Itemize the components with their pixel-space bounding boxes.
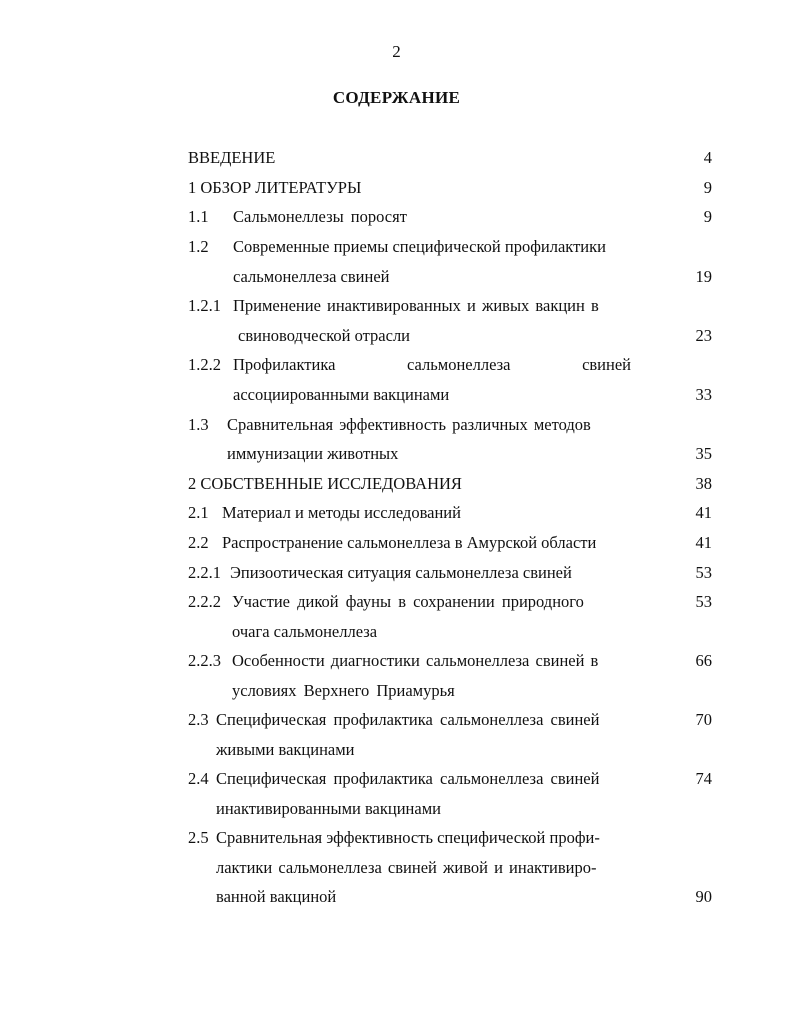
toc-entry-2-5-line3: ванной вакциной [216, 887, 337, 906]
toc-number-1-2-1: 1.2.1 [188, 296, 221, 315]
toc-page-2-4: 74 [695, 769, 712, 788]
toc-number-2-2: 2.2 [188, 533, 209, 552]
toc-word: сальмонеллеза [407, 355, 511, 374]
toc-number-1-3: 1.3 [188, 415, 209, 434]
toc-number-2-2-3: 2.2.3 [188, 651, 221, 670]
toc-page-1-1: 9 [703, 207, 712, 226]
toc-word: Профилактика [233, 355, 336, 374]
toc-entry-2-4-line1: Специфическая профилактика сальмонеллеза свиней [216, 769, 600, 788]
toc-entry-1-2-2-line2: ассоциированными вакцинами [233, 385, 450, 404]
toc-number-2-2-1: 2.2.1 [188, 563, 221, 582]
toc-entry-2-3-line2: живыми вакцинами [216, 740, 355, 759]
toc-entry-1-2-1-line2: свиноводческой отрасли [238, 326, 411, 345]
toc-entry-2-2-2-line1: Участие дикой фауны в сохранении природного [232, 592, 584, 611]
toc-number-1-1: 1.1 [188, 207, 209, 226]
toc-entry-2-2-3-line1: Особенности диагностики сальмонеллеза свиней в [232, 651, 599, 670]
toc-entry-1-2-1-line1: Применение инактивированных и живых вакцин в [233, 296, 599, 315]
toc-number-1-2: 1.2 [188, 237, 209, 256]
toc-entry-1-1: Сальмонеллезы поросят [233, 207, 407, 226]
toc-number-2-3: 2.3 [188, 710, 209, 729]
toc-page-2-2: 41 [695, 533, 712, 552]
toc-text: СОБСТВЕННЫЕ ИССЛЕДОВАНИЯ [200, 474, 462, 493]
toc-entry-2-2: Распространение сальмонеллеза в Амурской области [222, 533, 597, 552]
toc-number-2-2-2: 2.2.2 [188, 592, 221, 611]
page-number: 2 [392, 42, 401, 61]
toc-entry-1-3-line2: иммунизации животных [227, 444, 399, 463]
toc-entry-2-5-line2: лактики сальмонеллеза свиней живой и инактивиро- [216, 858, 597, 877]
toc-page-1: 9 [703, 178, 712, 197]
toc-word: свиней [582, 355, 631, 374]
toc-number: 2 [188, 474, 197, 493]
toc-page-1-3: 35 [695, 444, 712, 463]
toc-number: 1 [188, 178, 197, 197]
toc-entry-1 [188, 178, 361, 198]
toc-entry-2-3-line1: Специфическая профилактика сальмонеллеза свиней [216, 710, 600, 729]
toc-page-introduction: 4 [703, 148, 712, 167]
toc-entry-2-2-3-line2: условиях Верхнего Приамурья [232, 681, 455, 700]
toc-entry-1-2-line1: Современные приемы специфической профилактики [233, 237, 606, 256]
toc-page-2-2-1: 53 [695, 563, 712, 582]
toc-title: СОДЕРЖАНИЕ [332, 88, 461, 107]
toc-entry-2-4-line2: инактивированными вакцинами [216, 799, 441, 818]
toc-entry-2 [188, 474, 462, 494]
toc-entry-introduction: ВВЕДЕНИЕ [188, 148, 276, 167]
toc-number-2-1: 2.1 [188, 503, 209, 522]
toc-page-2-2-2: 53 [695, 592, 712, 611]
toc-page-2-1: 41 [695, 503, 712, 522]
toc-entry-1-2-2-line1 [233, 355, 631, 375]
toc-page-2: 38 [695, 474, 712, 493]
toc-number-2-4: 2.4 [188, 769, 209, 788]
toc-page-1-2-1: 23 [695, 326, 712, 345]
toc-entry-2-1: Материал и методы исследований [222, 503, 461, 522]
toc-page-1-2: 19 [695, 267, 712, 286]
toc-page-1-2-2: 33 [695, 385, 712, 404]
toc-page-2-5: 90 [695, 887, 712, 906]
toc-page-2-2-3: 66 [695, 651, 712, 670]
toc-entry-1-3-line1: Сравнительная эффективность различных методов [227, 415, 591, 434]
toc-entry-1-2-line2: сальмонеллеза свиней [233, 267, 390, 286]
toc-number-2-5: 2.5 [188, 828, 209, 847]
toc-entry-2-5-line1: Сравнительная эффективность специфической профи- [216, 828, 600, 847]
toc-text: ОБЗОР ЛИТЕРАТУРЫ [200, 178, 362, 197]
toc-entry-2-2-1: Эпизоотическая ситуация сальмонеллеза свиней [230, 563, 572, 582]
toc-number-1-2-2: 1.2.2 [188, 355, 221, 374]
toc-page-2-3: 70 [695, 710, 712, 729]
toc-entry-2-2-2-line2: очага сальмонеллеза [232, 622, 378, 641]
